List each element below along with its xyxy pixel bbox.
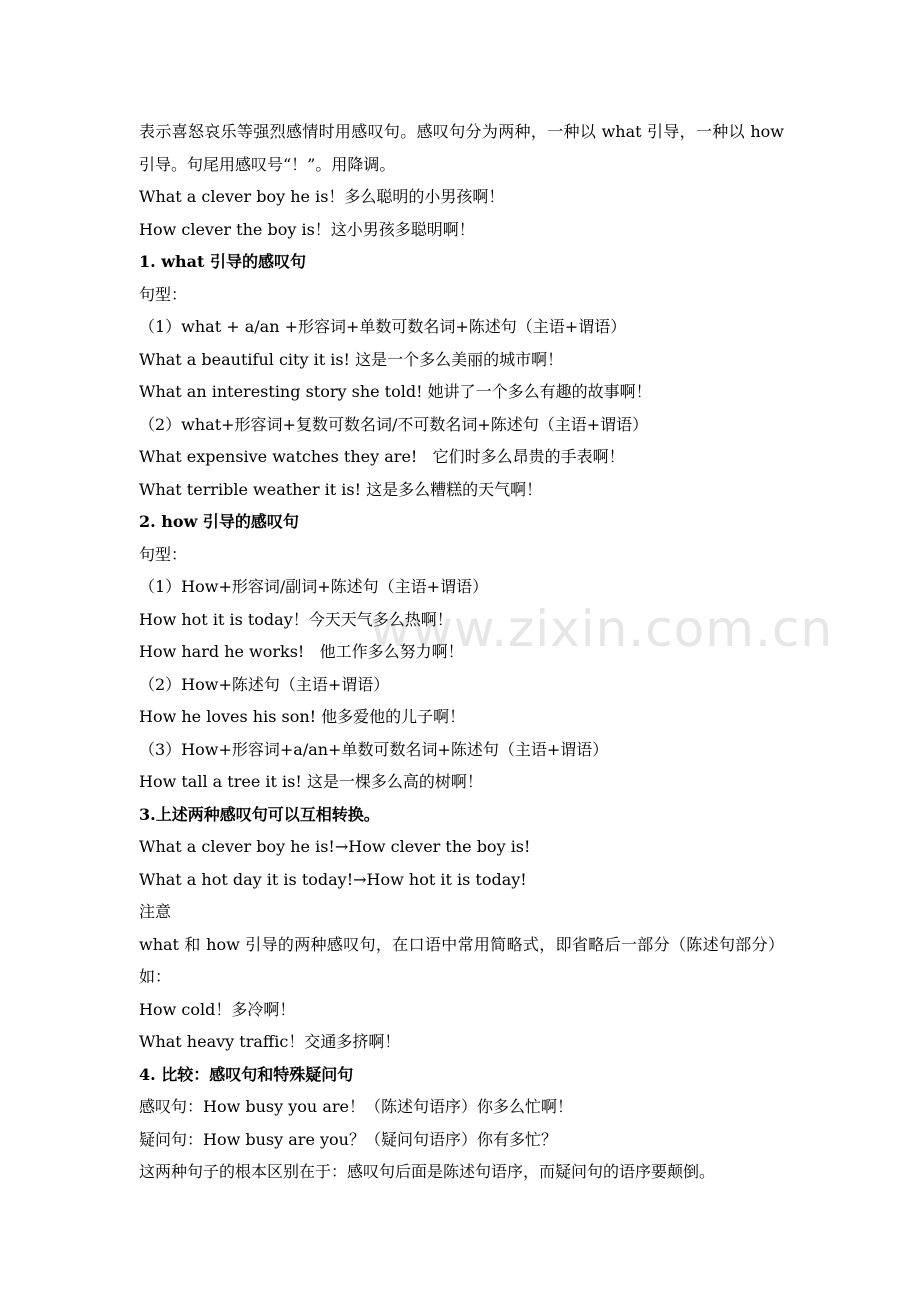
conclusion-line: 这两种句子的根本区别在于：感叹句后面是陈述句语序，而疑问句的语序要颠倒。 xyxy=(139,1162,716,1181)
example-line: What heavy traffic！交通多挤啊！ xyxy=(139,1032,401,1051)
comparison-line: 感叹句：How busy you are！（陈述句语序）你多么忙啊！ xyxy=(139,1097,573,1116)
pattern-line: （3）How+形容词+a/an+单数可数名词+陈述句（主语+谓语） xyxy=(139,739,609,759)
example-line: How hard he works! 他工作多么努力啊！ xyxy=(139,642,464,661)
example-line: How clever the boy is！这小男孩多聪明啊！ xyxy=(139,219,475,239)
intro-paragraph: 表示喜怒哀乐等强烈感情时用感叹句。感叹句分为两种，一种以 what 引导，一种以 how 引导。句尾用感叹号“！”。用降调。 xyxy=(139,122,784,174)
pattern-line: （1）How+形容词/副词+陈述句（主语+谓语） xyxy=(139,577,489,596)
example-line: How cold！多冷啊！ xyxy=(139,999,296,1019)
example-line: What a clever boy he is！多么聪明的小男孩啊！ xyxy=(139,187,505,206)
example-line: How he loves his son! 他多爱他的儿子啊！ xyxy=(139,707,466,726)
document-body xyxy=(139,116,784,1189)
section-heading-comparison: 4. 比较：感叹句和特殊疑问句 xyxy=(139,1064,354,1084)
note-paragraph: what 和 how 引导的两种感叹句，在口语中常用简略式，即省略后一部分（陈述句部分）如： xyxy=(139,934,784,986)
section-heading-conversion: 3.上述两种感叹句可以互相转换。 xyxy=(139,804,380,824)
example-line: What a clever boy he is!→How clever the boy is! xyxy=(139,837,531,856)
pattern-line: （2）How+陈述句（主语+谓语） xyxy=(139,674,390,694)
example-line: What terrible weather it is! 这是多么糟糕的天气啊！ xyxy=(139,479,543,499)
example-line: What an interesting story she told! 她讲了一个多么有趣的故事啊！ xyxy=(139,382,652,401)
pattern-line: （2）what+形容词+复数可数名词/不可数名词+陈述句（主语+谓语） xyxy=(139,414,649,434)
example-line: How hot it is today！今天天气多么热啊！ xyxy=(139,609,453,629)
watermark: www.zixin.com.cn xyxy=(370,600,834,658)
example-line: What expensive watches they are! 它们时多么昂贵的手表啊！ xyxy=(139,447,625,466)
example-line: How tall a tree it is! 这是一棵多么高的树啊！ xyxy=(139,772,483,791)
example-line: What a hot day it is today!→How hot it is today! xyxy=(139,869,527,889)
pattern-line: （1）what + a/an +形容词+单数可数名词+陈述句（主语+谓语） xyxy=(139,317,627,336)
section-heading-what: 1. what 引导的感叹句 xyxy=(139,252,307,271)
note-label: 注意 xyxy=(139,902,172,921)
pattern-label: 句型： xyxy=(139,544,188,564)
section-heading-how: 2. how 引导的感叹句 xyxy=(139,512,299,531)
pattern-label: 句型： xyxy=(139,284,188,304)
comparison-line: 疑问句：How busy are you？（疑问句语序）你有多忙？ xyxy=(139,1129,557,1149)
example-line: What a beautiful city it is! 这是一个多么美丽的城市啊！ xyxy=(139,349,564,369)
